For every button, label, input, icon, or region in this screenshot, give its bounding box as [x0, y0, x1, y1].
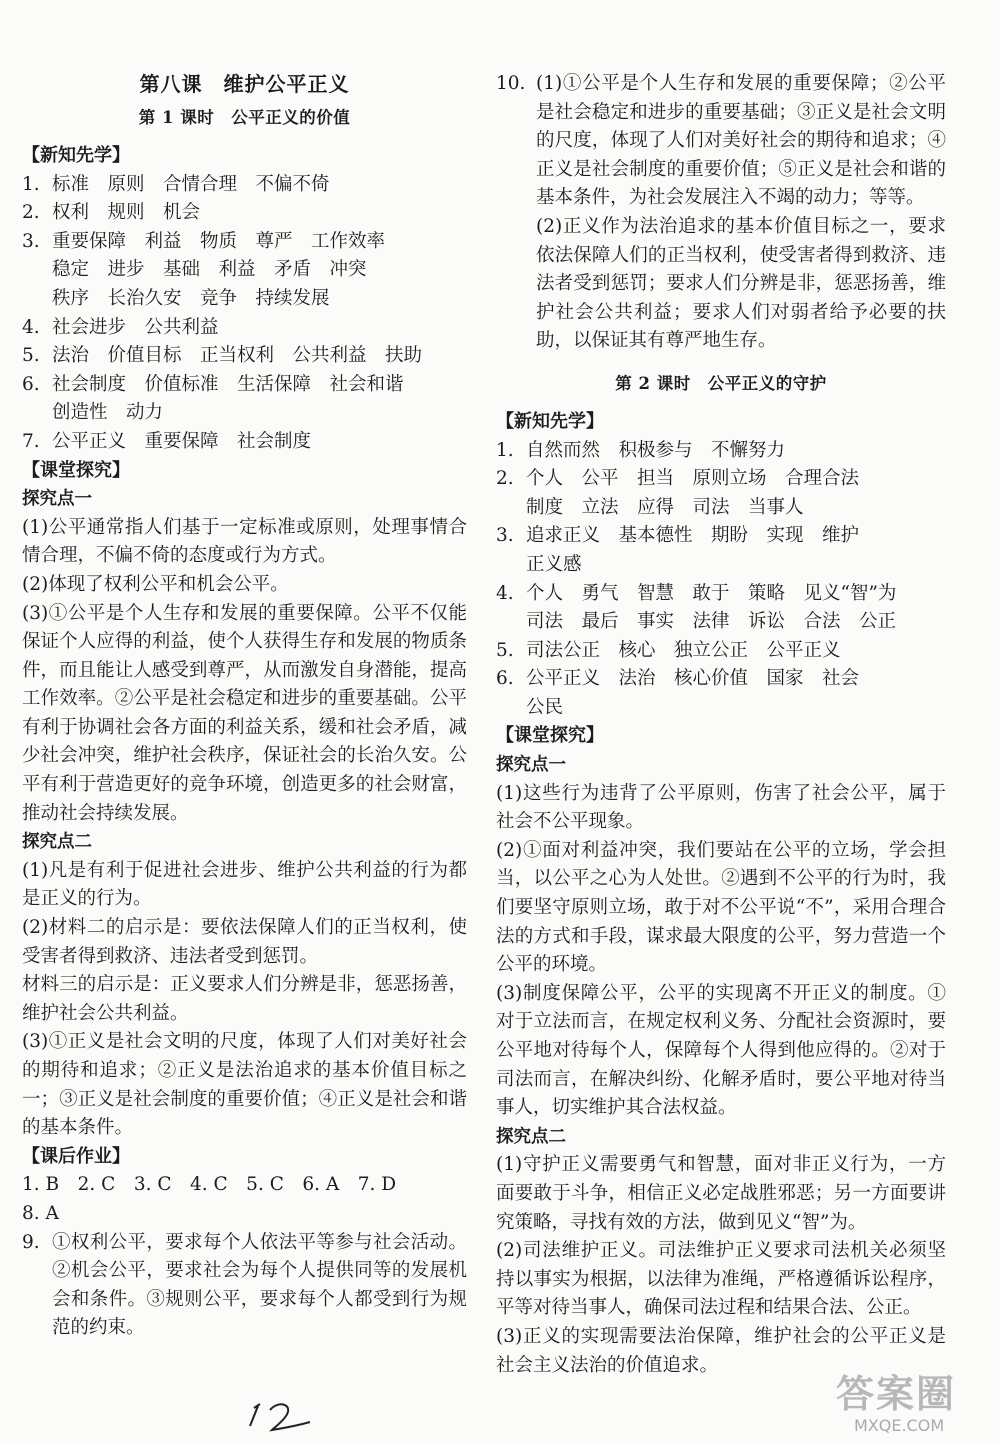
item-number: 2. — [496, 468, 514, 490]
lesson-title: 第八课 维护公平正义 — [139, 72, 350, 96]
explore-point-2: 探究点二 — [496, 1126, 566, 1147]
new-knowledge-list — [22, 171, 467, 457]
answer-paragraph: (3)正义的实现需要法治保障，维护社会的公平正义是社会主义法治的价值追求。 — [496, 1325, 946, 1376]
list-item — [22, 171, 467, 200]
item-line: 秩序 长治久安 竞争 持续发展 — [52, 287, 330, 309]
item-line: 个人 勇气 智慧 敢于 策略 见义“智”为 — [526, 582, 897, 604]
list-item — [22, 314, 467, 343]
list-item — [496, 580, 946, 637]
section-new-knowledge: 【新知先学】 — [496, 410, 604, 432]
list-item — [22, 228, 467, 314]
item-line: 社会制度 价值标准 生活保障 社会和谐 — [52, 373, 404, 395]
answer-paragraph: (2)材料二的启示是：要依法保障人们的正当权利，使受害者得到救济、违法者受到惩罚。 — [22, 917, 467, 967]
item-line: 创造性 动力 — [52, 402, 164, 424]
answer-paragraph: (2)正义作为法治追求的基本价值目标之一，要求依法保障人们的正当权利，使受害者得到救济、违法者受到惩罚；要求人们分辨是非，惩恶扬善，维护社会公共利益；要求人们对弱者给予必要的扶助，以保证其有尊严地生存。 — [536, 215, 946, 352]
answer-paragraph: (1)守护正义需要勇气和智慧，面对非正义行为，一方面要敢于斗争，相信正义必定战胜邪恶；另一方面要讲究策略，寻找有效的方法，做到见义“智”为。 — [496, 1154, 946, 1233]
item-line: 追求正义 基本德性 期盼 实现 维护 — [526, 525, 860, 547]
answer-paragraph: (2)体现了权利公平和机会公平。 — [22, 573, 289, 595]
item-number: 2. — [22, 202, 40, 224]
explore-point-2: 探究点二 — [22, 832, 92, 853]
list-item — [496, 465, 946, 522]
list-item — [496, 637, 946, 666]
answer-paragraph: (2)①面对利益冲突，我们要站在公平的立场，学会担当，以公平之心为人处世。②遇到不公平的行为时，我们要坚守原则立场，敢于对不公平说“不”，采用合理合法的方式和手段，谋求最大限度的公平，努力营造一个公平的环境。 — [496, 839, 946, 976]
item-number: 3. — [496, 525, 514, 547]
item-line: 正义感 — [526, 553, 582, 575]
item-number: 1. — [22, 173, 40, 195]
homework-answers-1-7: 1. B 2. C 3. C 4. C 5. C 6. A 7. D — [22, 1174, 397, 1196]
item-line: 重要保障 利益 物质 尊严 工作效率 — [52, 230, 386, 252]
item-number: 6. — [22, 373, 40, 395]
item-line: 公平正义 重要保障 社会制度 — [52, 430, 312, 452]
list-item — [22, 428, 467, 457]
item-line: 公平正义 法治 核心价值 国家 社会 — [526, 668, 860, 690]
item-line: 司法公正 核心 独立公正 公平正义 — [526, 639, 841, 661]
item-number: 9. — [22, 1231, 40, 1253]
item-line: 权利 规则 机会 — [52, 202, 201, 224]
answer-paragraph: (2)司法维护正义。司法维护正义要求司法机关必须坚持以事实为根据，以法律为准绳，严格遵循诉讼程序，平等对待当事人，确保司法过程和结果合法、公正。 — [496, 1240, 946, 1319]
period-2-title: 第 2 课时 公平正义的守护 — [615, 373, 827, 393]
new-knowledge-list — [496, 437, 946, 723]
item-line: 社会进步 公共利益 — [52, 316, 219, 338]
item-number: 3. — [22, 230, 40, 252]
answer-paragraph: (1)凡是有利于促进社会进步、维护公共利益的行为都是正义的行为。 — [22, 859, 467, 910]
section-classroom: 【课堂探究】 — [22, 459, 130, 481]
list-item — [22, 371, 467, 428]
explore-point-1: 探究点一 — [22, 489, 92, 510]
watermark-url: MXQE.COM — [854, 1416, 945, 1435]
item-line: 自然而然 积极参与 不懈努力 — [526, 439, 786, 461]
list-item — [496, 665, 946, 722]
homework-item-9 — [22, 1229, 467, 1343]
item-line: 稳定 进步 基础 利益 矛盾 冲突 — [52, 259, 367, 281]
question-10 — [496, 70, 946, 356]
list-item — [496, 437, 946, 466]
answer-paragraph: (1)①公平是个人生存和发展的重要保障；②公平是社会稳定和进步的重要基础；③正义是社会文明的尺度，体现了人们对美好社会的期待和追求；④正义是社会制度的重要价值；⑤正义是社会和谐的基本条件，为社会发展注入不竭的动力；等等。 — [536, 73, 946, 209]
handwritten-page-number — [238, 1396, 318, 1436]
answer-paragraph: (1)公平通常指人们基于一定标准或原则，处理事情合情合理，不偏不倚的态度或行为方式。 — [22, 516, 467, 567]
watermark-logo — [836, 1372, 986, 1438]
answer-paragraph: (1)这些行为违背了公平原则，伤害了社会公平，属于社会不公平现象。 — [496, 782, 946, 833]
list-item — [22, 342, 467, 371]
item-number: 5. — [22, 345, 40, 367]
item-number: 1. — [496, 439, 514, 461]
item-line: 制度 立法 应得 司法 当事人 — [526, 496, 804, 518]
answer-paragraph: (3)制度保障公平，公平的实现离不开正义的制度。①对于立法而言，在规定权利义务、分配社会资源时，要公平地对待每个人，保障每个人得到他应得的。②对于司法而言，在解决纠纷、化解矛盾时，要公平地对待当事人，切实维护其合法权益。 — [496, 982, 946, 1119]
period-1-title: 第 1 课时 公平正义的价值 — [138, 108, 351, 127]
list-item — [496, 522, 946, 579]
section-homework: 【课后作业】 — [22, 1145, 130, 1167]
section-new-knowledge: 【新知先学】 — [22, 145, 130, 166]
item-line: 公民 — [526, 696, 564, 718]
answer-paragraph: (3)①公平是个人生存和发展的重要保障。公平不仅能保证个人应得的利益，使个人获得生存和发展的物质条件，而且能让人感受到尊严，从而激发自身潜能，提高工作效率。②公平是社会稳定和进步的重要基础。公平有利于协调社会各方面的利益关系，缓和社会矛盾，减少社会冲突，维护社会秩序，保证社会的长治久安。公平有利于营造更好的竞争环境，创造更多的社会财富，推动社会持续发展。 — [22, 602, 467, 824]
list-item — [22, 199, 467, 228]
section-classroom: 【课堂探究】 — [496, 725, 604, 747]
item-number: 6. — [496, 668, 514, 690]
item-line: 标准 原则 合情合理 不偏不倚 — [52, 173, 330, 195]
answer-paragraph: 材料三的启示是：正义要求人们分辨是非，惩恶扬善，维护社会公共利益。 — [22, 974, 467, 1024]
answer-paragraph: (3)①正义是社会文明的尺度，体现了人们对美好社会的期待和追求；②正义是法治追求的基本价值目标之一；③正义是社会制度的重要价值；④正义是社会和谐的基本条件。 — [22, 1031, 467, 1139]
item-number: 5. — [496, 639, 514, 661]
item-number: 10. — [496, 73, 526, 94]
item-line: 司法 最后 事实 法律 诉讼 合法 公正 — [526, 611, 897, 633]
right-column — [496, 70, 946, 1380]
item-number: 4. — [496, 582, 514, 604]
watermark-text: 答案圈 — [836, 1372, 957, 1416]
homework-answer-8: 8. A — [22, 1202, 59, 1224]
explore-point-1: 探究点一 — [496, 755, 566, 776]
item-number: 7. — [22, 430, 40, 452]
item-line: 个人 公平 担当 原则立场 合理合法 — [526, 468, 860, 490]
left-column — [22, 70, 467, 1343]
item-number: 4. — [22, 316, 40, 338]
item-line: 法治 价值目标 正当权利 公共利益 扶助 — [52, 345, 423, 367]
item-text: ①权利公平，要求每个人依法平等参与社会活动。②机会公平，要求社会为每个人提供同等的发展机会和条件。③规则公平，要求每个人都受到行为规范的约束。 — [52, 1231, 467, 1339]
